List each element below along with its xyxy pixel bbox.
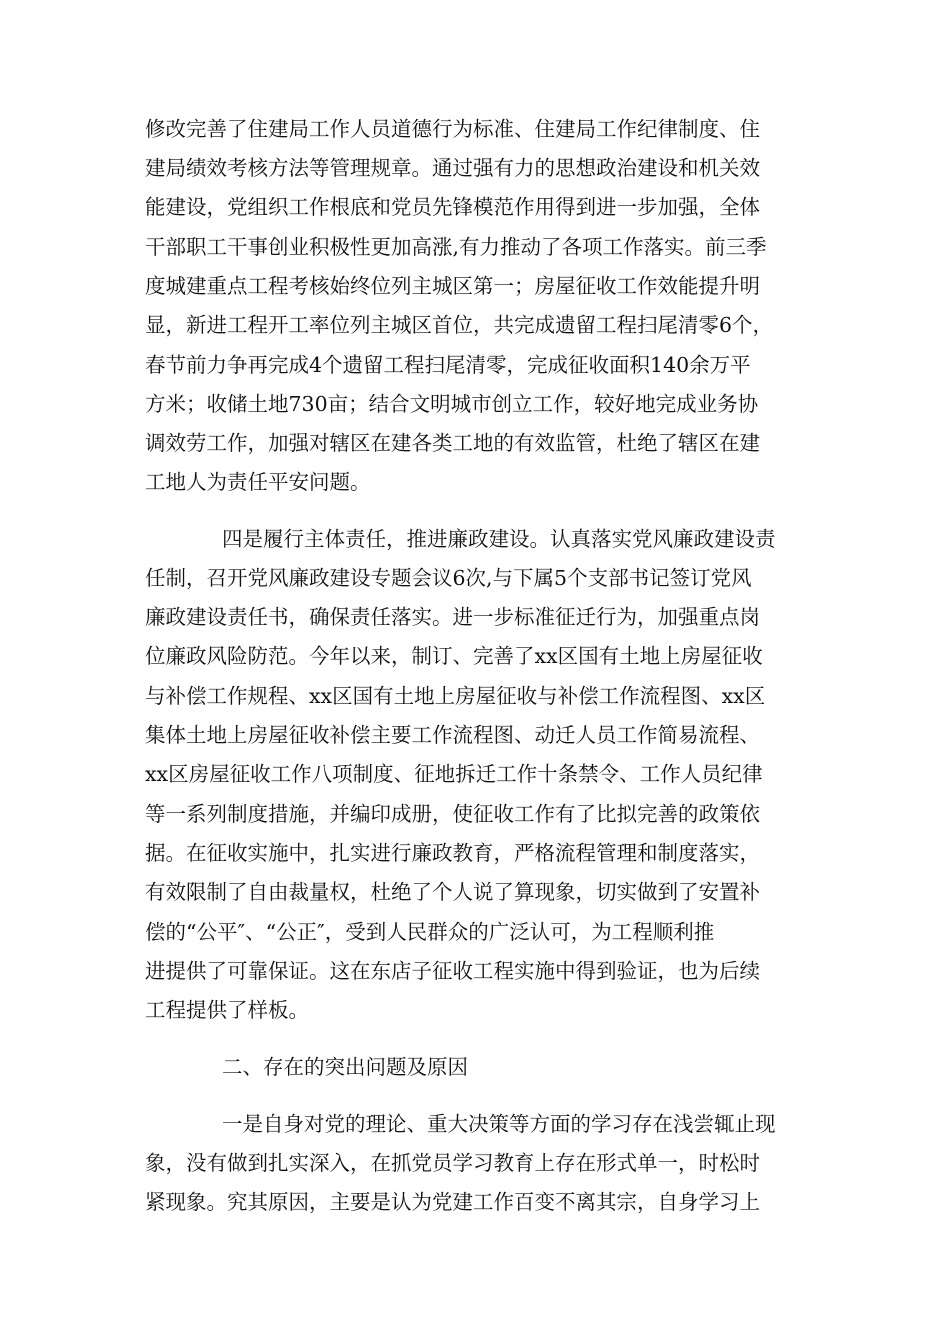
- paragraph-2-line-10: 有效限制了自由裁量权，杜绝了个人说了算现象，切实做到了安置补: [145, 880, 760, 904]
- paragraph-2-line-3: 廉政建设责任书，确保责任落实。进一步标准征迁行为，加强重点岗: [145, 605, 760, 629]
- paragraph-1-line-2: 建局绩效考核方法等管理规章。通过强有力的思想政治建设和机关效: [145, 156, 760, 180]
- paragraph-1-line-8: 方米；收储土地730亩；结合文明城市创立工作，较好地完成业务协: [145, 392, 759, 416]
- paragraph-2-line-12: 进提供了可靠保证。这在东店子征收工程实施中得到验证，也为后续: [145, 959, 760, 983]
- section-heading: 二、存在的突出问题及原因: [222, 1055, 468, 1079]
- paragraph-2-line-8: 等一系列制度措施，并编印成册，使征收工作有了比拟完善的政策依: [145, 802, 760, 826]
- paragraph-4-line-3: 紧现象。究其原因，主要是认为党建工作百变不离其宗，自身学习上: [145, 1190, 760, 1214]
- paragraph-2-line-1: 四是履行主体责任，推进廉政建设。认真落实党风廉政建设责: [222, 527, 776, 551]
- paragraph-1-line-1: 修改完善了住建局工作人员道德行为标准、住建局工作纪律制度、住: [145, 117, 760, 141]
- paragraph-2-line-6: 集体土地上房屋征收补偿主要工作流程图、动迁人员工作简易流程、: [145, 723, 760, 747]
- paragraph-1-line-9: 调效劳工作，加强对辖区在建各类工地的有效监管，杜绝了辖区在建: [145, 431, 760, 455]
- paragraph-2-line-11: 偿的“公平″、“公正″，受到人民群众的广泛认可，为工程顺利推: [145, 920, 715, 944]
- paragraph-2-line-7: xx区房屋征收工作八项制度、征地拆迁工作十条禁令、工作人员纪律: [145, 762, 763, 786]
- paragraph-2-line-13: 工程提供了样板。: [145, 998, 309, 1022]
- paragraph-2-line-2: 任制，召开党风廉政建设专题会议6次,与下属5个支部书记签订党风: [145, 566, 752, 590]
- paragraph-2-line-9: 据。在征收实施中，扎实进行廉政教育，严格流程管理和制度落实，: [145, 841, 760, 865]
- paragraph-4-line-2: 象，没有做到扎实深入，在抓党员学习教育上存在形式单一，时松时: [145, 1151, 760, 1175]
- paragraph-1-line-6: 显，新进工程开工率位列主城区首位，共完成遗留工程扫尾清零6个，: [145, 313, 774, 337]
- paragraph-1-line-7: 春节前力争再完成4个遗留工程扫尾清零，完成征收面积140余万平: [145, 353, 751, 377]
- paragraph-1-line-4: 干部职工干事创业积极性更加高涨,有力推动了各项工作落实。前三季: [145, 235, 767, 259]
- paragraph-2-line-5: 与补偿工作规程、xx区国有土地上房屋征收与补偿工作流程图、xx区: [145, 684, 766, 708]
- paragraph-1-line-3: 能建设，党组织工作根底和党员先锋模范作用得到进一步加强，全体: [145, 195, 760, 219]
- paragraph-1-line-10: 工地人为责任平安问题。: [145, 470, 371, 494]
- paragraph-4-line-1: 一是自身对党的理论、重大决策等方面的学习存在浅尝辄止现: [222, 1112, 776, 1136]
- paragraph-2-line-4: 位廉政风险防范。今年以来，制订、完善了xx区国有土地上房屋征收: [145, 644, 763, 668]
- paragraph-1-line-5: 度城建重点工程考核始终位列主城区第一；房屋征收工作效能提升明: [145, 274, 760, 298]
